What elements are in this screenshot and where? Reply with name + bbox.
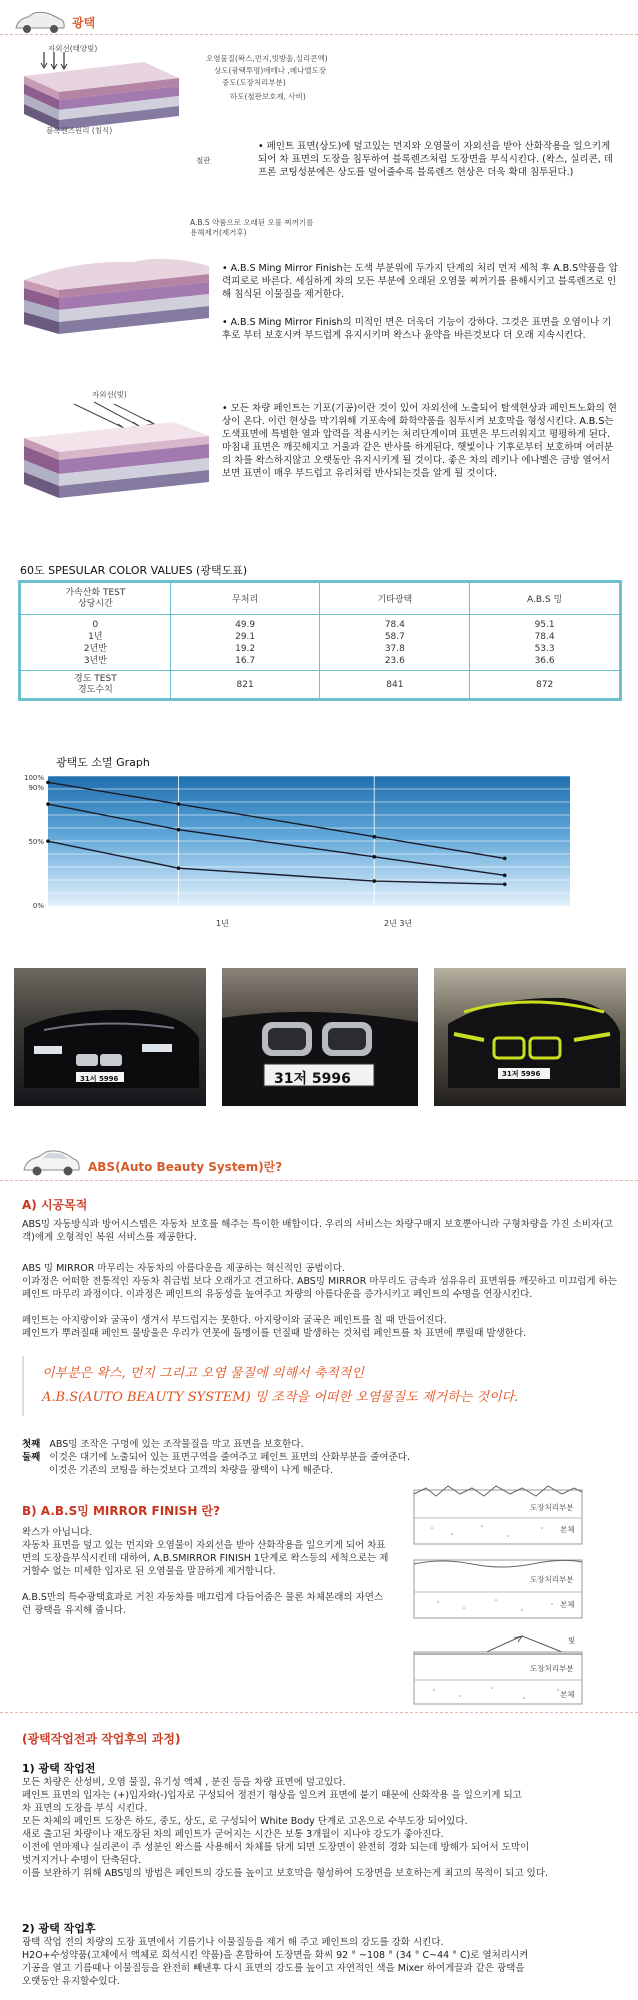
car-photo-3: [434, 968, 626, 1106]
data-point: [177, 802, 181, 806]
data-point: [46, 802, 50, 806]
data-point: [46, 781, 50, 785]
paint-layer-diagram-3: [14, 398, 214, 508]
label-fig3-uv: 자외선(빛): [92, 390, 127, 399]
table-footer-abs: 872: [470, 671, 620, 699]
data-point: [503, 882, 507, 886]
y-tick-50: 50%: [28, 838, 44, 846]
x-tick-1y: 1년: [216, 919, 229, 928]
table-header-abs: A.B.S 밍: [470, 583, 620, 615]
p2-title: 2) 광택 작업후: [22, 1922, 96, 1935]
data-point: [177, 828, 181, 832]
table-footer-untreated: 821: [170, 671, 320, 699]
p1-title: 1) 광택 작업전: [22, 1762, 96, 1775]
data-point: [46, 839, 50, 843]
plate-2: 31저 5996: [274, 1071, 351, 1087]
p1-line: 페인트 표면의 입자는 (+)입자와(-)입자로 구성되어 정전기 형상을 일으켜 표면에 붙기 때문에 산화작용 을 일으키게 되고: [22, 1790, 522, 1801]
section-title-gloss: 광택: [72, 16, 96, 30]
table-footer-other: 841: [320, 671, 470, 699]
diagram3-coat-label: 도장처리부분: [530, 1664, 574, 1673]
subtitle-b: B) A.B.S밍 MIRROR FINISH 란?: [22, 1504, 221, 1518]
header-divider: [0, 34, 638, 36]
y-tick-100: 100%: [23, 774, 44, 782]
label-metal: 블록팬즈원리 (침식): [46, 126, 113, 135]
label-contaminants: 오염물질(왁스,먼지,빗방울,실리콘액): [206, 54, 328, 63]
label-steel: 철판: [196, 156, 211, 165]
diagram2-coat-label: 도장처리부분: [530, 1575, 574, 1584]
label-primer: 하도(철판보호제, 사비): [230, 92, 306, 101]
subtitle-a: A) 시공목적: [22, 1198, 88, 1212]
p1-line: 모든 차체의 페인트 도장은 하도, 중도, 상도, 로 구성되어 White Body 단계로 고온으로 수부도장 되어있다.: [22, 1816, 468, 1827]
p1-line: 이전에 연마제나 실리콘이 주 성분인 왁스를 사용해서 차체를 닦게 되면 도장면이 완전히 경화 되는데 방해가 되어서 도막이: [22, 1842, 530, 1853]
section-title-abs: ABS(Auto Beauty System)란?: [88, 1160, 283, 1174]
data-point: [177, 866, 181, 870]
gloss-graph-svg: [14, 772, 574, 916]
p1-body: [22, 1776, 622, 1880]
label-uv: 자외선(태양빛): [48, 44, 98, 53]
diagram2-body-label: 본체: [560, 1600, 575, 1609]
plate-3: 31저 5996: [502, 1070, 541, 1078]
p1-line: 벗겨지거나 수명이 단축된다.: [22, 1855, 142, 1866]
p2-line: H2O+수성약품(고체에서 액체로 희석시킨 약품)을 혼합하여 도장면을 화씨 92 ° ~108 ° (34 ° C~44 ° C)로 열처리시켜: [22, 1950, 529, 1961]
values-table-title: 60도 SPESULAR COLOR VALUES (광택도표): [20, 564, 248, 577]
y-tick-0: 0%: [32, 902, 44, 910]
fig3-bullet: • 모든 차량 페인트는 기포(기공)이란 것이 있어 자외선에 노출되어 탈색현상과 페인트노화의 현상이 온다. 이런 현상을 막기위해 기포속에 화학약품을 침투시켜 보호막을 형성시킨다. A.B.S는 도색표면에 특별한 열과 압력을 적용시키는 처리단계이며 표면은 부드러워지고 평평하게 된다. 마침내 표면은 깨끗해지고 거울과 같은 반사를 하게된다. 햇빛이나 기후로부터 보호하며 여러분의 차를 왁스하지않고 오랫동안 유지시키게 될 것이다. 좋은 차의 레키나 에나멜은 금방 열어서 보면 표면이 매우 부드럽고 유리처럼 반사되는것을 알게 될 것이다.: [222, 403, 617, 479]
data-point: [503, 857, 507, 861]
table-header-untreated: 무처리: [170, 583, 320, 615]
label-clearcoat: 상도(광택투명)에테나 ,메나엘도장: [214, 66, 327, 75]
second-point: [22, 1451, 618, 1464]
a-paragraph-2: ABS 밍 MIRROR 마무리는 자동차의 아름다운을 제공하는 혁신적인 공법이다.: [22, 1263, 345, 1274]
data-point: [372, 835, 376, 839]
p1-line: 차 표면의 도장을 부식 시킨다.: [22, 1803, 148, 1814]
table-col-other: 78.4 58.7 37.8 23.6: [320, 615, 470, 671]
paint-layer-diagram-1: [14, 48, 184, 138]
b-paragraph-2: 자동차 표면을 덮고 있는 먼지와 오염물이 자외선을 받아 산화작용을 일으키게 되어 차표면의 도장을부식시킨데 대하여, A.B.SMIRROR FINISH 1단계로 왁스등의 세척으로는 제거할수 없는 미세한 입자로 된 오염물을 말끔하게 제거합니다.: [22, 1540, 389, 1577]
surface-diagram-1: [412, 1480, 584, 1546]
p2-line: 기공을 열고 기름때나 이물질등을 완전히 빼낸후 다시 표면의 강도를 높이고 자연적인 색을 Mixer 하여게끌과 같은 광택을: [22, 1963, 525, 1974]
table-row-labels: 0 1년 2년반 3년반: [21, 615, 171, 671]
quote-line-2: A.B.S(AUTO BEAUTY SYSTEM) 밍 조작을 어떠한 오염물질도 제거하는 것이다.: [42, 1390, 519, 1405]
p2-line: 광택 작업 전의 차량의 도장 표면에서 기름기나 이물질등을 제거 해 주고 페인트의 강도를 강화 시킨다.: [22, 1937, 444, 1948]
paint-layer-diagram-2: [14, 240, 214, 340]
fig2-bullet-1: • A.B.S Ming Mirror Finish는 도색 부분위에 두가지 단계의 처리 먼저 세척 후 A.B.S약품을 압력피로로 바른다. 세심하게 차의 모든 부분에 오래된 오염물 찌꺼기를 용해시키고 블록렌즈로 인해 침식된 이물질을 제거한다.: [222, 263, 618, 300]
section3-title: (광택작업전과 작업후의 과정): [22, 1732, 181, 1746]
label-fig2: A.B.S 약품으로 오래된 오물 찌꺼기를 용해제거(제거후): [190, 218, 314, 237]
table-col-abs: 95.1 78.4 53.3 36.6: [470, 615, 620, 671]
p1-line: 새로 출고된 차량이나 재도장된 차의 페인트가 굳어지는 시간은 보통 3개월이 지나야 강도가 좋아진다.: [22, 1829, 444, 1840]
quote-line-1: 이부분은 왁스, 먼지 그리고 오염 물질에 의해서 축적적인: [42, 1366, 364, 1381]
x-tick-2-3y: 2년 3년: [384, 919, 413, 928]
data-point: [372, 879, 376, 883]
first-text: ABS밍 조작은 구멍에 있는 조작물질을 막고 표면을 보호한다.: [49, 1439, 304, 1450]
section3-divider: [0, 1712, 638, 1714]
p1-line: 이를 보완하기 위해 ABS밍의 방법은 페인트의 강도를 높이고 보호막을 형성하여 도장면을 보호하는게 최고의 목적이 되고 있다.: [22, 1868, 549, 1879]
a-paragraph-1: ABS밍 자동방식과 방어시스템은 자동차 보호를 해주는 특이한 배합이다. 우리의 서비스는 차량구매지 보호뿐아니라 구형차량을 가진 소비자(고객)에게 오형적인 복원 서비스를 제공한다.: [22, 1219, 613, 1243]
diagram1-body-label: 본체: [560, 1525, 575, 1534]
gloss-graph: [14, 772, 574, 916]
plate-1: 31서 5996: [80, 1075, 119, 1083]
diagram3-light-label: 빛: [568, 1636, 576, 1645]
fig2-bullet-2: • A.B.S Ming Mirror Finish의 미적인 면은 더욱더 기능이 강하다. 그것은 표면을 오염이나 기후로 부터 보호시켜 부드럽게 유지시키며 왁스나 윤약을 바른것보다 더 오래 지속시킨다.: [222, 317, 612, 341]
car-photo-2: [222, 968, 418, 1106]
values-table: [18, 580, 622, 701]
p1-line: 모든 차량은 산성비, 오염 물질, 유기성 액체 , 분진 등을 차량 표면에 덮고있다.: [22, 1777, 346, 1788]
a-paragraph-5: 페인트가 뿌려질때 페인트 물방울은 우리가 연못에 돌멩이를 던질때 발생하는 것처럼 페인트를 차 표면에 뿌릴때 발생한다.: [22, 1328, 527, 1339]
b-paragraph-3: A.B.S만의 특수광택효과로 거친 자동차를 매끄럽게 다듬어줌은 물론 차체본래의 자연스런 광택을 유지해 줍니다.: [22, 1592, 384, 1616]
b-paragraph-1: 왁스가 아닙니다.: [22, 1527, 93, 1538]
a-paragraph-4: 페인트는 아지랑이와 굴곡이 생겨서 부드럽지는 못한다. 아지랑이와 굴곡은 페인트를 칠 때 만들어진다.: [22, 1315, 447, 1326]
p2-line: 오랫동안 유지할수있다.: [22, 1976, 120, 1987]
first-point: [22, 1438, 618, 1451]
p2-body: [22, 1936, 622, 1988]
first-label: 첫째: [22, 1439, 41, 1450]
diagram3-body-label: 본체: [560, 1690, 575, 1699]
second-label: 둘째: [22, 1452, 41, 1463]
data-point: [372, 855, 376, 859]
table-footer-label: 경도 TEST 경도수치: [21, 671, 171, 699]
second-text: 이것은 대기에 노출되어 있는 표면구역을 줄여주고 페인트 표면의 산화부분을 줄여준다.: [49, 1452, 410, 1463]
third-point: 이것은 기존의 코팅을 하는것보다 고객의 차량을 광택이 나게 해준다.: [49, 1465, 334, 1476]
data-point: [503, 874, 507, 878]
fig1-bullet: • 페인트 표면(상도)에 덮고있는 먼지와 오염물이 자외선을 받아 산화작용을 일으키게 되어 차 표면의 도장을 침투하여 블록렌즈처럼 도장면을 부식시킨다. (왁스, 실리콘, 데프론 코팅성분에은 상도를 덮어줄수록 블록렌즈 현상은 더욱 확대 침투된다.): [258, 141, 613, 178]
quote-box: [22, 1356, 620, 1416]
section2-car-icon: [22, 1148, 82, 1176]
diagram1-coat-label: 도장처리부분: [530, 1503, 574, 1512]
label-basecoat: 중도(도장처리부분): [222, 78, 286, 87]
y-tick-90: 90%: [28, 784, 44, 792]
table-header-time: 가속산화 TEST 상당시간: [21, 583, 171, 615]
graph-title: 광택도 소멸 Graph: [56, 756, 150, 769]
section2-divider: [0, 1180, 638, 1182]
a-paragraph-3: 이과정은 어떠한 전통적인 자동차 취급법 보다 오래가고 견고하다. ABS밍 MIRROR 마무리도 금속과 섬유유리 표면위를 깨끗하고 미끄럽게 하는 페인트 마무리 과정이다. 이과정은 페인트의 유동성을 높여주고 차량의 아름다운을 증가시키고 페인트의 수명을 연장시킨다.: [22, 1276, 617, 1300]
car-photo-1: [14, 968, 206, 1106]
surface-diagram-2: [412, 1554, 584, 1620]
header-car-icon: [14, 10, 66, 34]
table-header-other: 기타광택: [320, 583, 470, 615]
table-col-untreated: 49.9 29.1 19.2 16.7: [170, 615, 320, 671]
